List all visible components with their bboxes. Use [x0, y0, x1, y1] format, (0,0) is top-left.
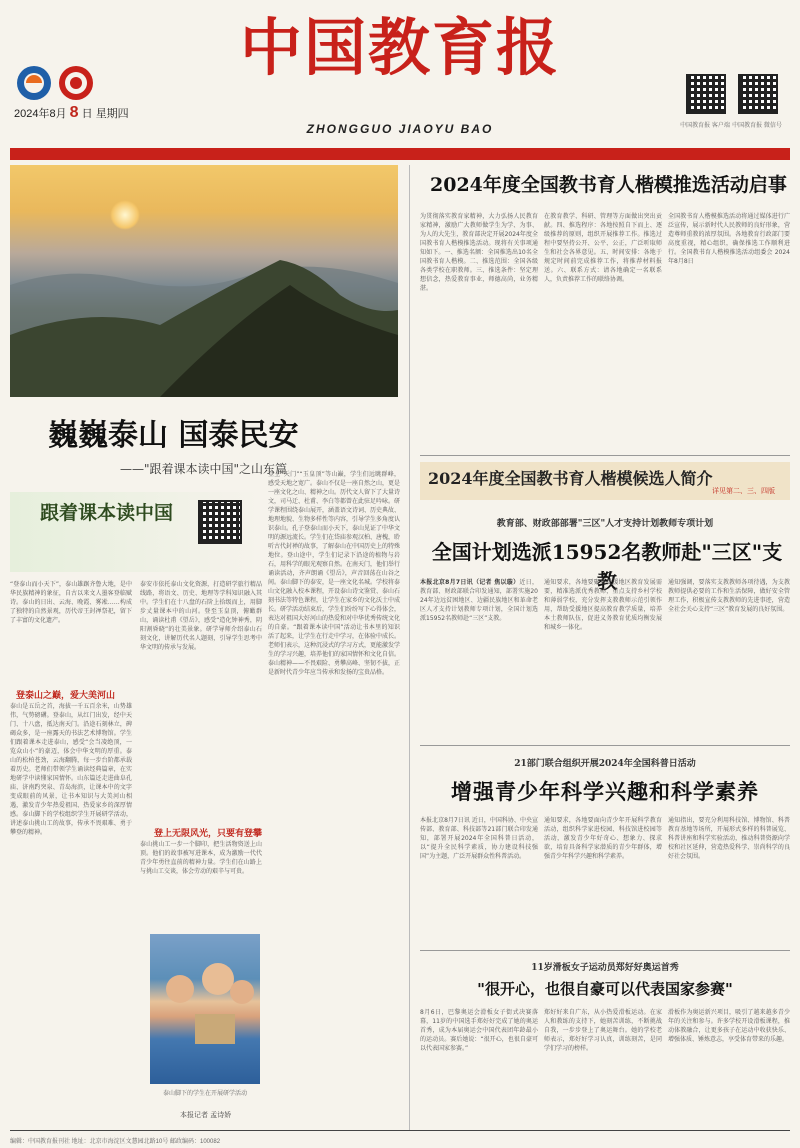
series-banner-text: 跟着课本读中国	[40, 502, 174, 524]
article-body: 本报北京8月7日讯 近日，中国科协、中央宣传部、教育部、科技部等21部门联合印发通知，部署开展2024年全国科普日活动，以“提升全民科学素质，协力建设科技强国”为主题，广泛开展群众性科普活动。	[420, 817, 538, 860]
article-body: 通知要求，各地要面向青少年开展科学教育活动，组织科学家进校园、科技馆进校园等活动，激发青少年好奇心、想象力、探求欲，培育具备科学家潜质的青少年群体，增强青少年科学兴趣和科学素养。	[544, 817, 662, 860]
main-headline: 巍巍泰山 国泰民安	[48, 418, 299, 453]
qr-code-app	[686, 74, 726, 114]
article-body: “登泰山而小天下”，泰山雄踞齐鲁大地，是中华民族精神的象征，自古以来文人墨客登临赋诗。泰山的日出、云海、晚霞、雾凇……构成了独特的自然景观，历代帝王封禅祭祀，留下了丰富的文化遗产。	[10, 581, 132, 624]
headline-1: 2024年度全国教书育人楷模推选活动启事	[430, 174, 787, 196]
kicker-5: 11岁滑板女子运动员郑好好奥运首秀	[531, 963, 679, 973]
masthead-pinyin: ZHONGGUO JIAOYU BAO	[306, 122, 494, 136]
article-body: 登上“天门”“玉皇顶”等山巅，学生们远眺群峰，感受天地之宽广。泰山不仅是一座自然之山，更是一座文化之山、精神之山。历代文人留下了大量诗文，司马迁、杜甫、李白等都曾在此驻足吟咏。研学课程围绕泰山展开，涵盖语文诗词、历史典故、地理地貌、生物多样性等内容，引导学生多角度认识泰山。孔子登泰山而小天下，泰山见证了中华文明的源远流长。学生们在岱庙参观汉柏、唐槐，聆听古代封禅的故事，了解泰山在中国历史上的特殊地位。登山途中，学生们记录下沿途的植物与岩石，用科学的眼光观察自然。在南天门，他们举行诵读活动，齐声朗诵《望岳》，声音回荡在山谷之间。泰山脚下的泰安，是一座文化名城。学校将泰山文化融入校本课程，开设泰山诗文鉴赏、泰山石刻书法等特色课程，让学生在家乡的文化沃土中成长。研学活动结束后，学生们纷纷写下心得体会，表达对祖国大好河山的热爱和对中华优秀传统文化的自豪。“跟着课本读中国”活动让书本里的知识活了起来，让学生在行走中学习，在体验中成长。老师们表示，这种沉浸式的学习方式，更能激发学生的学习兴趣，培养他们的家国情怀和文化自信。泰山精神——不畏艰险、勇攀高峰、坚韧不拔，正是新时代青少年应当传承和发扬的宝贵品格。	[268, 471, 400, 676]
article-body: 郑好好来自广东，从小热爱滑板运动。在家人和教练的支持下，她刻苦训练，不断挑战自我，一步步登上了奥运舞台。她的学校老师表示，郑好好学习认真，训练刻苦，是同学们学习的榜样。	[544, 1009, 662, 1052]
article-body: 全国教书育人楷模推选活动将通过媒体进行广泛宣传，展示新时代人民教师的良好形象，营造尊师重教的浓厚氛围。各地教育行政部门要高度重视，精心组织，确保推选工作顺利进行。全国教书育人楷模推选活动组委会 2024年8月8日	[668, 213, 790, 265]
article-body: 本报北京8月7日讯（记者 焦以璇）近日，教育部、财政部联合印发通知，部署实施2024年边远贫困地区、边疆民族地区和革命老区人才支持计划教师专项计划，全国计划选派15952名教师赴“三区”支教。	[420, 579, 538, 622]
series-qr-code	[198, 500, 242, 544]
qr-caption-right: 中国教育报 微信号	[732, 123, 782, 129]
article-body: 通知要求，各地要聚焦受援地区教育发展需要，精准选派优秀教师，重点支持乡村学校和薄弱学校，充分发挥支教教师示范引领作用，帮助受援地区提高教育教学质量，培养本土教师队伍，促进义务教育优质均衡发展和城乡一体化。	[544, 579, 662, 631]
students-photo	[150, 934, 260, 1084]
headline-3: 全国计划选派15952名教师赴"三区"支教	[431, 540, 783, 593]
masthead-title: 中国教育报	[240, 11, 561, 84]
mount-tai-photo	[10, 165, 398, 397]
headline-5: "很开心，也很自豪可以代表国家参赛"	[477, 980, 733, 998]
candidates-banner-tag: 详见第二、三、四版	[712, 487, 775, 495]
article-body: 泰山是五岳之首，海拔一千五百余米，山势雄伟，气势磅礴。登泰山，从红门出发，经中天门、十八盘，抵达南天门。沿途石刻林立，碑碣众多，是一座露天的书法艺术博物馆。学生们跟着课本走进泰山，感受“会当凌绝顶，一览众山小”的豪迈，体会中华文明的厚重。泰山的松柏苍劲，云海翻腾，每一步台阶都承载着历史。老师们带领学生诵读经典篇章，在实地研学中读懂家国情怀。山东篇还走进曲阜孔庙、济南趵突泉、青岛海滨，让课本中的文字变成眼前的风景，让书本知识与大美河山相遇，激发青少年热爱祖国、热爱家乡的深厚情感。泰山脚下的学校组织学生开展研学活动，讲述泰山挑山工的故事，传承不畏艰难、勇于攀登的精神。	[10, 703, 132, 836]
qr-caption-left: 中国教育报 客户端	[680, 123, 730, 129]
article-body: 为贯彻落实教育家精神，大力弘扬人民教育家精神，激励广大教师做学生为学、为事、为人的大先生，教育部决定开展2024年度全国教书育人楷模推选活动。现将有关事项通知如下。一、推选名额：全国推选出10名全国教书育人楷模。二、推选范围：全国各级各类学校在职教师。三、推选条件：坚定理想信念，热爱教育事业，师德高尚，业务精湛。	[420, 213, 538, 292]
article-body: 泰山挑山工一步一个脚印，把生活物资送上山顶。他们的故事被写进课本，成为激励一代代青少年勇往直前的精神力量。学生们在山路上与挑山工交谈，体会劳动的艰辛与可贵。	[140, 841, 262, 875]
section-divider	[420, 455, 790, 456]
article-body: 滑板作为奥运新兴项目，吸引了越来越多青少年的关注和参与。许多学校开设滑板课程，推动体教融合，让更多孩子在运动中收获快乐、增强体质、锤炼意志，享受体育带来的乐趣。	[668, 1009, 790, 1043]
section-divider	[420, 745, 790, 746]
headline-4: 增强青少年科学兴趣和科学素养	[451, 779, 759, 804]
left-subhead-1: 登泰山之巅，爱大美河山	[16, 691, 116, 701]
kicker-4: 21部门联合组织开展2024年全国科普日活动	[514, 759, 696, 769]
kicker-3: 教育部、财政部部署"三区"人才支持计划教师专项计划	[496, 519, 714, 529]
candidates-banner-title: 2024年度全国教书育人楷模候选人简介	[428, 469, 713, 488]
byline-3: 本报北京8月7日讯（记者 焦以璇）	[420, 579, 520, 586]
article-body: 在教育教学、科研、管理等方面做出突出贡献。四、推选程序：各地按照自下而上、逐级推荐的原则，组织开展推荐工作。推选过程中要坚持公开、公平、公正，广泛听取师生和社会各界意见。五、时间安排：各地于规定时间前完成推荐工作，将推荐材料报送。六、联系方式：请各地确定一名联系人，负责推荐工作的联络协调。	[544, 213, 662, 283]
mountain-silhouette	[10, 165, 398, 397]
masthead-info-bar	[10, 148, 790, 160]
left-byline: 本报记者 孟诗娇	[180, 1111, 232, 1119]
article-body: 8月6日，巴黎奥运会滑板女子街式决赛落幕，11岁的中国选手郑好好完成了她的奥运首秀，成为本届奥运会中国代表团年龄最小的运动员。赛后她说：“很开心，也很自豪可以代表国家参赛。”	[420, 1009, 538, 1052]
left-subhead-2: 登上无限风光，只要有登攀	[154, 829, 263, 839]
column-divider	[409, 165, 410, 1130]
qr-code-wechat	[738, 74, 778, 114]
photo-caption: 泰山脚下的学生在开展研学活动	[162, 1090, 247, 1097]
page-footer: 编辑：中国教育报刊社 地址：北京市海淀区文慧园北路10号 邮政编码：100082	[10, 1139, 221, 1145]
main-subtitle: ——"跟着课本读中国"之山东篇	[120, 462, 288, 476]
issue-date: 2024年8月 8 日 星期四	[14, 104, 129, 121]
article-body: 通知强调，要落实支教教师各项待遇，为支教教师提供必要的工作和生活保障，做好安全管理工作，积极宣传支教教师的先进事迹，营造全社会关心支持“三区”教育发展的良好氛围。	[668, 579, 790, 613]
newspaper-logo	[14, 62, 104, 104]
section-divider	[420, 950, 790, 951]
footer-divider	[10, 1130, 790, 1131]
article-body: 泰安市依托泰山文化资源，打造研学旅行精品线路，将语文、历史、地理等学科知识融入其中。学生们在十八盘的石阶上拾级而上，用脚步丈量课本中的山河。登至玉皇顶，俯瞰群山，诵读杜甫《望岳》，感受“造化钟神秀，阴阳割昏晓”的壮美景象。研学导师介绍泰山石刻文化，讲解历代名人题刻，引导学生思考中华文明的传承与发展。	[140, 581, 262, 651]
article-body: 通知指出，要充分利用科技馆、博物馆、科普教育基地等场所，开展形式多样的科普展览、科普讲座和科学实验活动，推动科普资源向学校和社区延伸，营造热爱科学、崇尚科学的良好社会氛围。	[668, 817, 790, 860]
